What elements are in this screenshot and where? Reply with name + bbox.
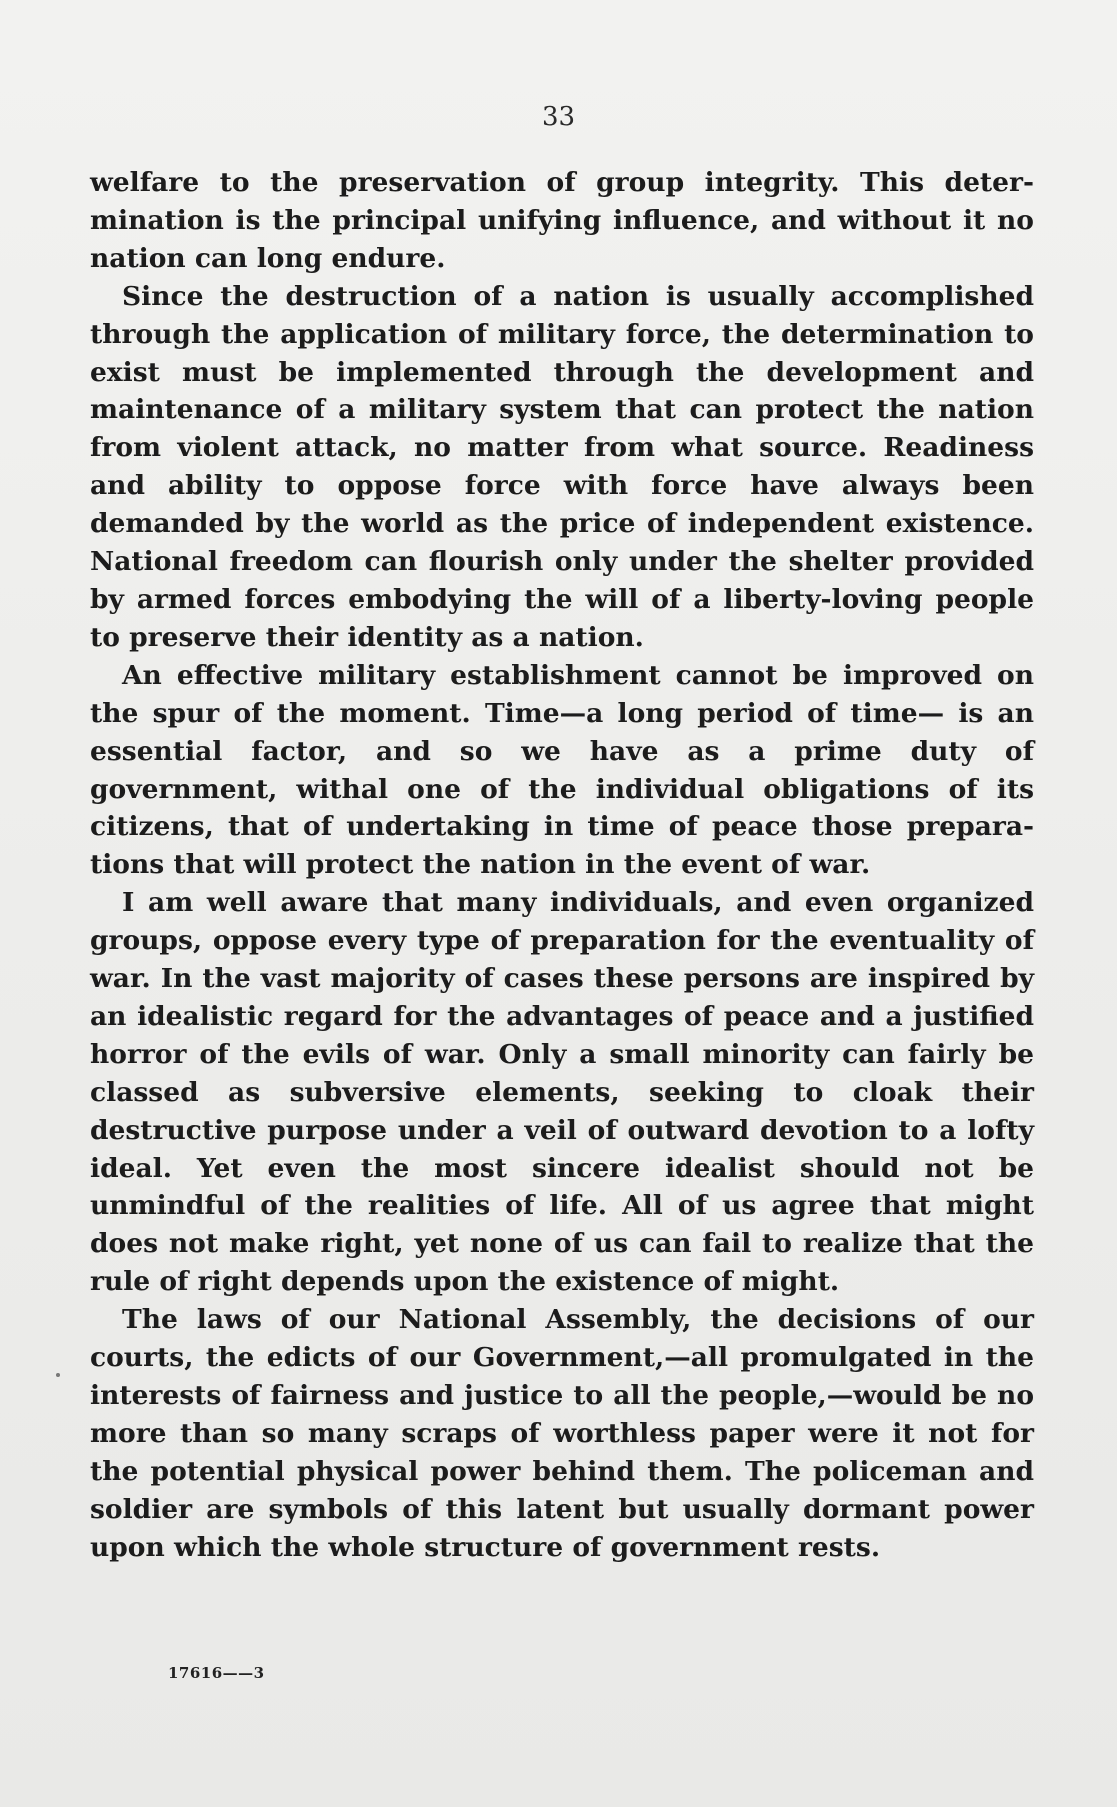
paragraph-4: I am well aware that many individuals, and even organized groups, oppose every type of preparation for the eventuality of war. In the vast majority of cases these persons are inspired by an idealistic regard for the advantages of peace and a justified horror of the evils of war. Only a small minority can fairly be classed as subversive elements, seeking to cloak their destructive purpose under a veil of outward devotion to a lofty ideal. Yet even the most sincere idealist should not be unmindful of the realities of life. All of us agree that might does not make right, yet none of us can fail to realize that the rule of right depends upon the existence of might. <box>90 887 1034 1298</box>
paragraph-1: welfare to the preservation of group integrity. This determination is the principal unifying influence, and without it no nation can long endure. <box>90 167 1034 274</box>
paragraph-2: Since the destruction of a nation is usually accomplished through the application of military force, the determination to exist must be implemented through the development and maintenance of a military system that can protect the nation from violent attack, no matter from what source. Readiness and ability to oppose force with force have always been demanded by the world as the price of independent existence. National freedom can flourish only under the shelter provided by armed forces embodying the will of a liberty-loving people to preserve their identity as a nation. <box>90 280 1034 653</box>
page-number: 33 <box>541 102 576 132</box>
body-text <box>90 164 1034 1567</box>
paragraph-3: An effective military establishment cannot be improved on the spur of the moment. Time—a long period of time— is an essential factor, and so we have as a prime duty of government, withal one of the individual obligations of its citizens, that of undertaking in time of peace those preparations that will protect the nation in the event of war. <box>90 659 1034 881</box>
paper-speck <box>56 1373 60 1377</box>
paragraph-5: The laws of our National Assembly, the decisions of our courts, the edicts of our Government,—all promulgated in the interests of fairness and justice to all the people,—would be no more than so many scraps of worthless paper were it not for the potential physical power behind them. The policeman and soldier are symbols of this latent but usually dormant power upon which the whole structure of government rests. <box>90 1304 1034 1563</box>
signature-mark: 17616——3 <box>168 1664 265 1682</box>
